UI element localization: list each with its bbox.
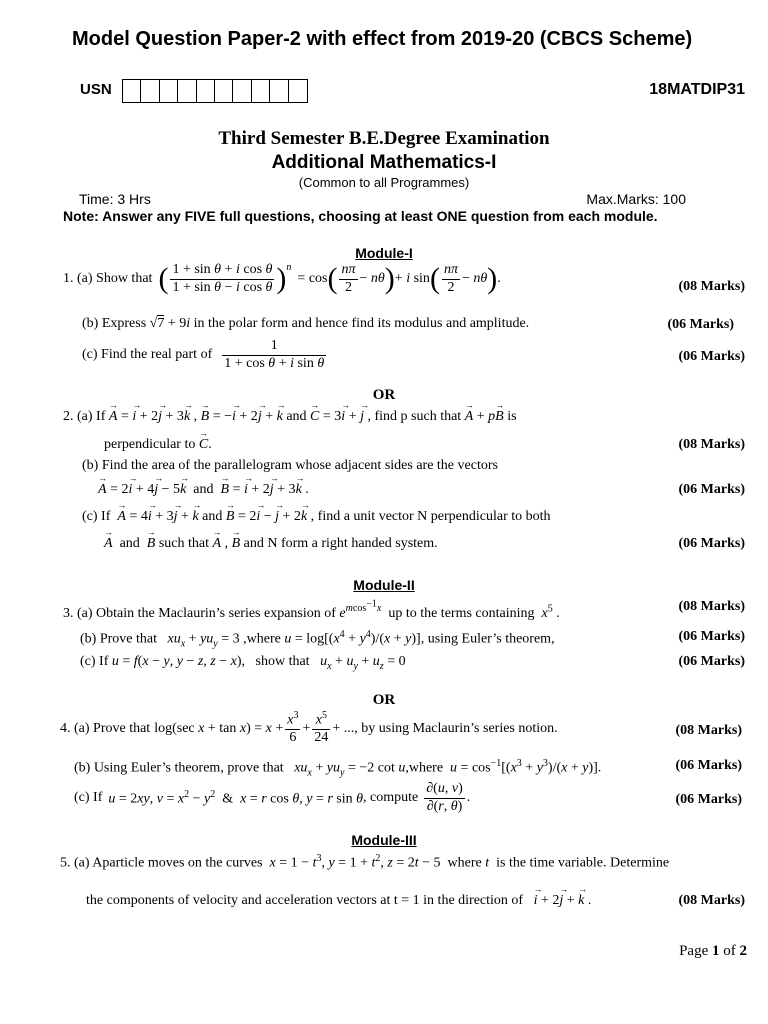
time-label: Time: 3 Hrs: [79, 191, 151, 207]
q4b-marks: (06 Marks): [675, 758, 742, 773]
page-number: [679, 943, 747, 960]
q3a-post: up to the terms containing: [388, 605, 535, 621]
question-2c-line2: → A and → B such that → A , → B and N form a right handed system.: [104, 536, 438, 552]
usn-boxes: [122, 79, 308, 103]
course-code: 18MATDIP31: [649, 81, 745, 98]
q4c-mid: , compute: [363, 790, 419, 806]
page-current: 1: [712, 943, 720, 959]
q3c-mid: show that: [255, 654, 310, 669]
usn-box: [141, 80, 159, 102]
question-4c: (c) If u = 2xy, $v = x^2 - y^2$ & x = r cos θ, y = r sin θ , compute $\frac{\partial(u, v)}{\partial(r, \theta)}$ .: [74, 781, 471, 814]
q4c-marks: (06 Marks): [675, 792, 742, 807]
q1b-text-pre: (b) Express: [82, 316, 147, 331]
q4b-mid: ,where: [405, 760, 444, 776]
question-3a: 3. (a) Obtain the Maclaurin’s series expansion of $e^{mcos^{-1}x}$ up to the terms containing $x^5$ .: [63, 599, 560, 621]
usn-box: [197, 80, 215, 102]
q2a-marks: (08 Marks): [678, 437, 745, 452]
usn-box: [123, 80, 141, 102]
q3b-marks: (06 Marks): [678, 629, 745, 644]
q1c-text: (c) Find the real part of: [82, 347, 213, 363]
q4a-marks: (08 Marks): [675, 723, 742, 738]
usn-box: [233, 80, 251, 102]
or-divider-2: OR: [372, 692, 396, 708]
question-2a-line2: perpendicular to → C.: [104, 437, 212, 453]
q1a-prefix: 1. (a) Show that: [63, 271, 153, 287]
q3a-marks: (08 Marks): [678, 599, 745, 614]
q2a-line2-text: perpendicular to: [104, 437, 196, 452]
page-total: 2: [739, 943, 747, 959]
question-5a-line1: 5. (a) Aparticle moves on the curves $x = 1 - t^3$, $y = 1 + t^2$, z = 2t − 5 where t is the time variable. Determine: [60, 853, 670, 871]
usn-box: [178, 80, 196, 102]
q2c-marks: (06 Marks): [678, 536, 745, 551]
question-2b-line2: → A = 2→ i + 4→ j − 5→ k and → B = → i + 2→ j + 3→ k .: [98, 482, 309, 498]
question-1a: 1. (a) Show that ( $\frac{\text{1 + sin θ + i cos θ}}{\text{1 + sin θ − i cos θ}}$ ) $^n$ = cos ( $\frac{n\pi}{2}$ − nθ ) + i sin ( $\frac{n\pi}{2}$ − nθ ) .: [63, 262, 501, 296]
page-label: Page: [679, 943, 709, 959]
q1c-marks: (06 Marks): [678, 349, 745, 364]
q3c-marks: (06 Marks): [678, 654, 745, 669]
q1a-marks: (08 Marks): [678, 279, 745, 294]
q2a-post: , find p such that: [367, 409, 462, 424]
q2b-marks: (06 Marks): [678, 482, 745, 497]
q5a-line2-text: the components of velocity and acceleration vectors at t = 1 in the direction of: [86, 893, 524, 908]
q3a-pre: 3. (a) Obtain the Maclaurin’s series expansion of: [63, 605, 336, 621]
question-4a: 4. (a) Prove that log(sec x + tan x) = x + $\frac{x^3}{6}$ + $\frac{x^5}{24}$ + ... , by using Maclaurin’s series notion.: [60, 710, 558, 746]
usn-box: [252, 80, 270, 102]
q4c-pre: (c) If: [74, 790, 103, 806]
q2b-line1: (b) Find the area of the parallelogram whose adjacent sides are the vectors: [82, 458, 498, 473]
question-4b: (b) Using Euler’s theorem, prove that $xu_x + yu_y = -2$ cot u,where $u = \cos^{-1}[(x^3 + y^3)/(x + y)]$.: [74, 758, 602, 779]
q5a-pre: 5. (a) Aparticle moves on the curves: [60, 855, 263, 871]
q2a-pre: 2. (a) If: [63, 409, 106, 424]
usn-box: [289, 80, 307, 102]
q1b-text-post: in the polar form and hence find its modulus and amplitude.: [193, 316, 530, 331]
subject-title: Additional Mathematics-I: [271, 152, 497, 173]
q3b-post: , using Euler’s theorem,: [420, 631, 555, 647]
instructions-note: Note: Answer any FIVE full questions, choosing at least ONE question from each module.: [63, 208, 658, 224]
question-3b: (b) Prove that $xu_x + yu_y = 3$ ,where $u = \log[(x^4 + y^4)/(x + y)]$, using Euler’s theorem,: [80, 629, 555, 650]
q4b-pre: (b) Using Euler’s theorem, prove that: [74, 760, 284, 776]
question-3c: (c) If u = f(x − y, y − z, z − x), show that $u_x + u_y + u_z = 0$: [80, 654, 406, 672]
q5a-post: is the time variable. Determine: [496, 855, 670, 871]
paper-title: Model Question Paper-2 with effect from 2019-20 (CBCS Scheme): [72, 28, 693, 50]
q4a-pre: 4. (a) Prove that: [60, 720, 151, 736]
q1a-fraction: $\frac{\text{1 + sin θ + i cos θ}}{\text{1 + sin θ − i cos θ}}$: [172, 262, 273, 295]
question-5a-line2: the components of velocity and acceleration vectors at t = 1 in the direction of → i + 2→ j + → k .: [86, 893, 591, 909]
q2c-pre: (c) If: [82, 509, 111, 524]
page-of: of: [723, 943, 736, 959]
common-note: (Common to all Programmes): [298, 175, 470, 190]
module-2-heading: Module-II: [353, 577, 415, 593]
usn-label: USN: [80, 81, 112, 98]
q1b-marks: (06 Marks): [667, 317, 734, 332]
question-2c-line1: (c) If → A = 4→ i + 3→ j + → k and → B = 2→ i − → j + 2→ k , find a unit vector N perpendicular to both: [82, 509, 551, 525]
q4a-post: , by using Maclaurin’s series notion.: [354, 720, 558, 736]
module-3-heading: Module-III: [351, 832, 417, 848]
question-1b: (b) Express √7 + 9i in the polar form and hence find its modulus and amplitude.: [82, 316, 530, 331]
q2c-post: , find a unit vector N perpendicular to both: [310, 509, 551, 524]
max-marks-label: Max.Marks: 100: [586, 191, 686, 207]
q3c-pre: (c) If: [80, 654, 109, 669]
usn-box: [215, 80, 233, 102]
q3b-pre: (b) Prove that: [80, 631, 157, 647]
semester-line: Third Semester B.E.Degree Examination: [218, 128, 550, 149]
module-1-heading: Module-I: [355, 245, 413, 261]
or-divider-1: OR: [372, 387, 396, 403]
question-1c: (c) Find the real part of $\frac{1}{\text{1 + cos θ + i sin θ}}$: [82, 338, 325, 371]
q5a-marks: (08 Marks): [678, 893, 745, 908]
usn-box: [270, 80, 288, 102]
usn-box: [160, 80, 178, 102]
question-2a-line1: 2. (a) If → A = → i + 2→ j + 3→ k , → B = −→ i + 2→ j + → k and → C = 3→ i + → j , find p such that → A + p→ B is: [63, 409, 517, 425]
q2c-line2-post: and N form a right handed system.: [243, 536, 438, 551]
